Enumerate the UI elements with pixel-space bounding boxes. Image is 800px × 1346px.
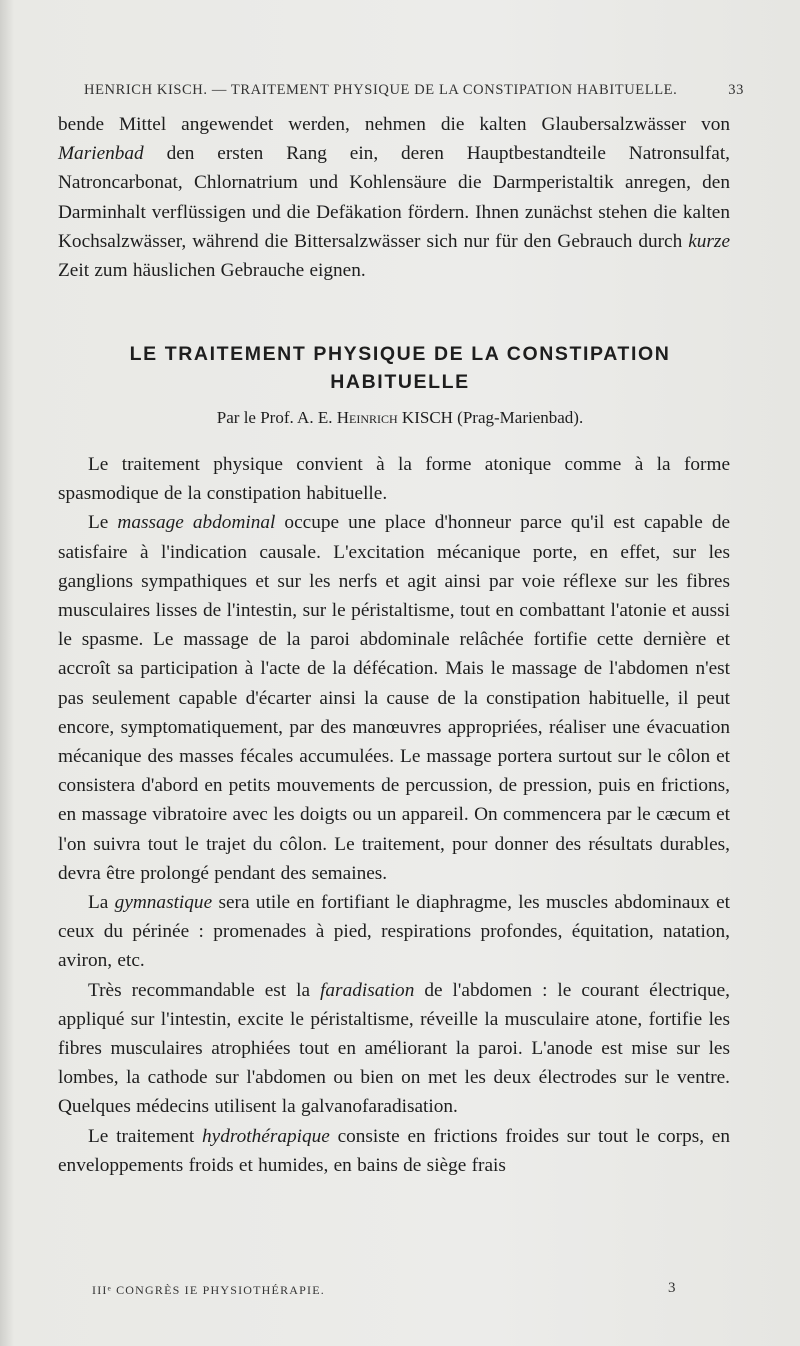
footer-signature: IIIᵉ CONGRÈS IE PHYSIOTHÉRAPIE. (92, 1283, 325, 1297)
paragraph: Le traitement hydrothérapique consiste en frictions froides sur tout le corps, en enveloppements froids et humides, en bains de siège frais (58, 1125, 730, 1176)
paragraph: Le massage abdominal occupe une place d'honneur parce qu'il est capable de satisfaire à l'indication causale. L'excitation mécanique porte, en effet, sur les ganglions sympathiques et sur les nerfs et agit ainsi par voie réflexe sur les fibres musculaires lisses de l'intestin, sur le péristaltisme, tout en combattant l'atonie et aussi le spasme. Le massage de la paroi abdominale relâchée fortifie cette dernière et accroît sa participation à l'acte de la défécation. Mais le massage de l'abdomen n'est pas seulement capable d'écarter ainsi la cause de la constipation habituelle, il peut encore, symptomatiquement, par des manœuvres appropriées, réaliser une évacuation mécanique des masses fécales accumulées. Le massage portera surtout sur le côlon et consistera d'abord en petits mouvements de percussion, de pression, puis en frictions, en massage vibratoire avec les doigts ou un appareil. On commencera par le cæcum et l'on suivra tout le trajet du côlon. Le traitement, pour donner des résultats durables, devra être prolongé pendant des semaines. (58, 512, 731, 884)
paragraph: Le traitement physique convient à la forme atonique comme à la forme spasmodique de la constipation habituelle. (58, 454, 730, 505)
emphasis: massage abdominal (117, 512, 276, 534)
emphasis: faradisation (320, 979, 415, 1001)
byline: Par le Prof. A. E. Heinrich KISCH (Prag-Marienbad). (216, 408, 584, 427)
running-head (84, 82, 744, 99)
emphasis: gymnastique (114, 892, 213, 914)
paragraph: La gymnastique sera utile en fortifiant le diaphragme, les muscles abdominaux et ceux du périnée : promenades à pied, respirations profondes, équitation, natation, aviron, etc. (58, 892, 730, 972)
article-title: LE TRAITEMENT PHYSIQUE DE LA CONSTIPATION HABITUELLE (129, 343, 671, 393)
paragraph: bende Mittel angewendet werden, nehmen die kalten Glaubersalzwässer von Marienbad den ersten Rang ein, deren Hauptbestandteile Natronsulfat, Natroncarbonat, Chlornatrium und Kohlensäure die Darmperistaltik anregen, den Darminhalt verflüssigen und die Defäkation fördern. Ihnen zunächst stehen die kalten Kochsalzwässer, während die Bittersalzwässer sich nur für den Gebrauch durch kurze Zeit zum häuslichen Gebrauche eignen. (58, 114, 730, 282)
emphasis: kurze (688, 230, 730, 252)
footer-sheet-number: 3 (668, 1280, 676, 1296)
article-body (58, 450, 730, 1180)
paragraph: Très recommandable est la faradisation de l'abdomen : le courant électrique, appliqué sur l'intestin, excite le péristaltisme, réveille la musculaire atone, fortifie les fibres musculaires atrophiées tout en améliorant la paroi. L'anode est mise sur les lombes, la cathode sur l'abdomen ou bien on met les deux électrodes sur le ventre. Quelques médecins utilisent la galvanofaradisation. (58, 979, 730, 1118)
carryover-text (58, 110, 730, 285)
page-number: 33 (728, 82, 744, 98)
emphasis: Marienbad (58, 143, 144, 165)
emphasis: hydrothérapique (202, 1125, 330, 1147)
running-head-title: HENRICH KISCH. — TRAITEMENT PHYSIQUE DE LA CONSTIPATION HABITUELLE. (84, 82, 678, 98)
